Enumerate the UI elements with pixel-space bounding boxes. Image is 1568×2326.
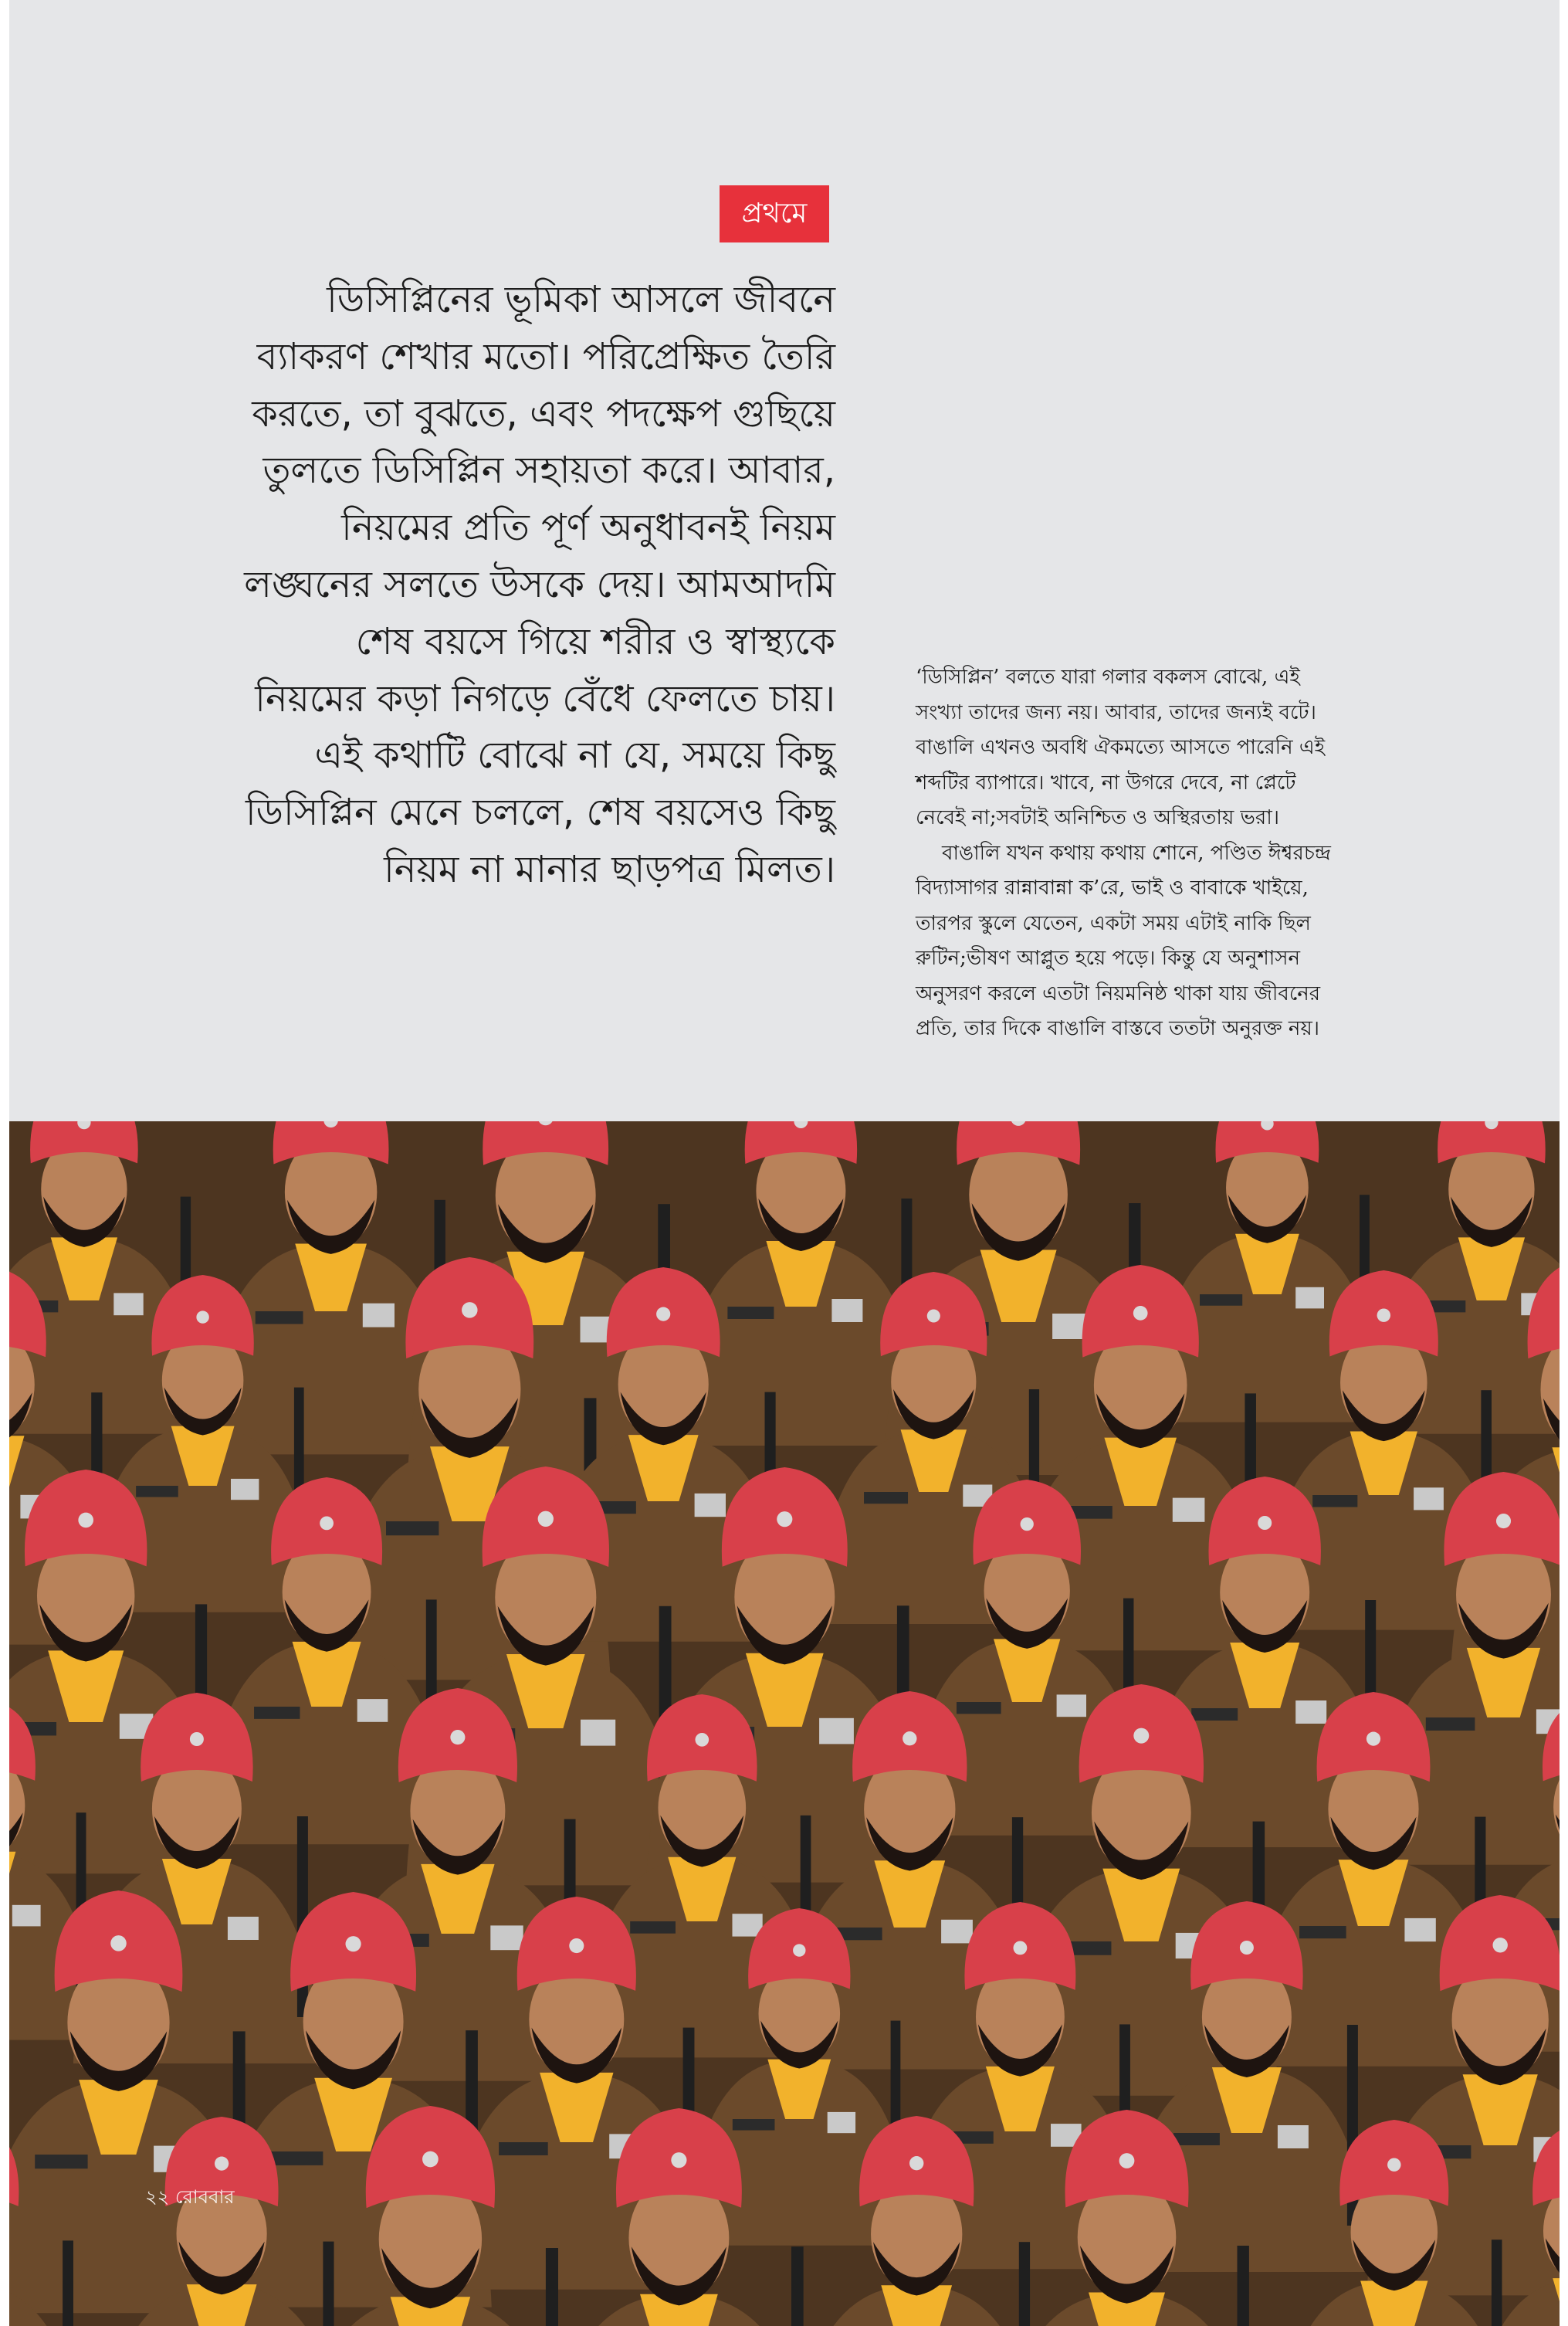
turban-badge [346, 1936, 361, 1951]
rifle [323, 2242, 334, 2326]
turban-badge [422, 2151, 439, 2168]
turban-badge [656, 1307, 670, 1321]
magazine-page [9, 0, 1560, 2326]
name-tag [386, 1521, 439, 1535]
turban-badge [1377, 1308, 1390, 1321]
rifle [1238, 2246, 1249, 2326]
turban-badge [450, 1730, 465, 1744]
turban-badge [320, 1516, 334, 1530]
turban-badge [1013, 1941, 1027, 1955]
name-tag [957, 1702, 1001, 1714]
medal-ribbon [1052, 1314, 1086, 1339]
body-line: নেবেই না;সবটাই অনিশ্চিত ও অস্থিরতায় ভরা। [916, 806, 1280, 829]
turban-badge [1119, 2153, 1135, 2168]
pull-quote-line: নিয়মের প্রতি পূর্ণ অনুধাবনই নিয়ম [341, 506, 835, 550]
medal-ribbon [1057, 1694, 1086, 1717]
pull-quote-line: করতে, তা বুঝতে, এবং পদক্ষেপ গুছিয়ে [252, 392, 835, 436]
name-tag [1173, 2133, 1220, 2145]
pull-quote-line: ডিসিপ্লিন মেনে চললে, শেষ বয়সেও কিছু [245, 791, 835, 835]
turban-badge [1387, 2158, 1400, 2171]
body-line: বিদ্যাসাগর রান্নাবান্না ক’রে, ভাই ও বাবাকে খাইয়ে, [916, 876, 1309, 900]
medal-ribbon [1295, 1700, 1326, 1724]
turban-badge [110, 1935, 127, 1951]
name-tag [1312, 1495, 1357, 1507]
text-band [9, 0, 1560, 1121]
name-tag [1191, 1708, 1238, 1721]
turban-badge [78, 1513, 93, 1528]
medal-ribbon [1278, 2125, 1309, 2148]
name-tag [733, 2119, 775, 2131]
soldiers-photo [9, 1121, 1560, 2326]
medal-ribbon [1295, 1287, 1324, 1309]
turban-badge [190, 1732, 204, 1746]
turban-badge [1496, 1514, 1511, 1528]
turban-badge [1366, 1732, 1380, 1746]
pull-quote-line: নিয়মের কড়া নিগড়ে বেঁধে ফেলতে চায়। [255, 676, 835, 721]
body-line: অনুসরণ করলে এতটা নিয়মনিষ্ঠ থাকা যায় জীবনের [916, 982, 1321, 1005]
turban-badge [903, 1731, 916, 1745]
medal-ribbon [231, 1479, 259, 1500]
rifle [791, 2246, 804, 2326]
soldiers-group [9, 1121, 1560, 2326]
pull-quote [156, 272, 835, 899]
medal-ribbon [490, 1925, 523, 1950]
rifle [1492, 2240, 1502, 2326]
body-line: ‘ডিসিপ্লিন’ বলতে যারা গলার বকলস বোঝে, এই [916, 666, 1300, 689]
turban-badge [909, 2156, 923, 2170]
name-tag [1299, 1926, 1346, 1938]
pull-quote-line: ডিসিপ্লিনের ভূমিকা আসলে জীবনে [327, 278, 835, 321]
body-line: বাঙালি এখনও অবধি ঐকমত্যে আসতে পারেনি এই [916, 736, 1326, 759]
turban-badge [695, 1733, 709, 1747]
medal-ribbon [828, 2112, 855, 2133]
name-tag [35, 2155, 87, 2168]
folio: ২২ রোববার [145, 2186, 235, 2208]
medal-ribbon [12, 1905, 41, 1927]
medal-ribbon [1404, 1918, 1435, 1941]
pull-quote-line: এই কথাটি বোঝে না যে, সময়ে কিছু [314, 734, 835, 778]
turban-badge [1258, 1516, 1272, 1530]
body-copy [916, 660, 1417, 1047]
turban-badge [1492, 1938, 1507, 1952]
pull-quote-line: ব্যাকরণ শেখার মতো। পরিপ্রেক্ষিত তৈরি [256, 334, 835, 378]
turban-badge [196, 1310, 208, 1323]
medal-ribbon [113, 1293, 143, 1315]
rifle [546, 2248, 558, 2326]
medal-ribbon [831, 1299, 862, 1322]
name-tag [136, 1486, 178, 1497]
medal-ribbon [228, 1917, 259, 1940]
turban-badge [1240, 1941, 1254, 1955]
section-tag: প্রথমে [720, 185, 829, 242]
name-tag [864, 1492, 908, 1504]
medal-ribbon [941, 1920, 973, 1944]
body-line: রুটিন;ভীষণ আপ্লুত হয়ে পড়ে। কিন্তু যে অনুশাসন [916, 947, 1300, 970]
turban-badge [1133, 1306, 1148, 1321]
name-tag [1200, 1294, 1242, 1306]
turban-badge [793, 1944, 805, 1956]
turban-badge [1021, 1517, 1034, 1531]
medal-ribbon [695, 1494, 726, 1517]
turban-badge [777, 1511, 792, 1527]
medal-ribbon [363, 1304, 395, 1327]
name-tag [271, 2151, 323, 2165]
turban-badge [462, 1302, 478, 1318]
body-line: প্রতি, তার দিকে বাঙালি বাস্তবে ততটা অনুরক্ত নয়। [916, 1017, 1320, 1040]
medal-ribbon [1414, 1487, 1444, 1510]
name-tag [499, 2142, 548, 2155]
medal-ribbon [819, 1718, 854, 1744]
pull-quote-line: তুলতে ডিসিপ্লিন সহায়তা করে। আবার, [262, 449, 835, 493]
turban-badge [927, 1309, 940, 1322]
body-line: বাঙালি যখন কথায় কথায় শোনে, পণ্ডিত ঈশ্বরচন্দ্র [942, 841, 1331, 865]
rifle [1019, 2242, 1030, 2326]
pull-quote-line: নিয়ম না মানার ছাড়পত্র মিলত। [384, 847, 835, 891]
name-tag [254, 1707, 300, 1719]
turban-badge [1133, 1728, 1149, 1744]
turban-badge [569, 1938, 584, 1953]
name-tag [1426, 1717, 1475, 1731]
pull-quote-line: লঙ্ঘনের সলতে উসকে দেয়। আমআদমি [244, 562, 835, 606]
name-tag [256, 1311, 303, 1324]
pull-quote-line: শেষ বয়সে গিয়ে শরীর ও স্বাস্থ্যকে [355, 619, 835, 663]
medal-ribbon [1173, 1498, 1205, 1522]
name-tag [630, 1921, 676, 1934]
body-line: সংখ্যা তাদের জন্য নয়। আবার, তাদের জন্যই বটে। [916, 700, 1316, 724]
turban-badge [538, 1511, 554, 1527]
turban-badge [215, 2157, 229, 2171]
rifle [63, 2240, 73, 2326]
medal-ribbon [357, 1699, 388, 1722]
body-line: তারপর স্কুলে যেতেন, একটা সময় এটাই নাকি ছিল [916, 911, 1311, 935]
body-line: শব্দটির ব্যাপারে। খাবে, না উগরে দেবে, না প্লেটে [916, 771, 1296, 795]
medal-ribbon [581, 1720, 615, 1746]
turban-badge [671, 2152, 686, 2168]
name-tag [727, 1307, 774, 1319]
